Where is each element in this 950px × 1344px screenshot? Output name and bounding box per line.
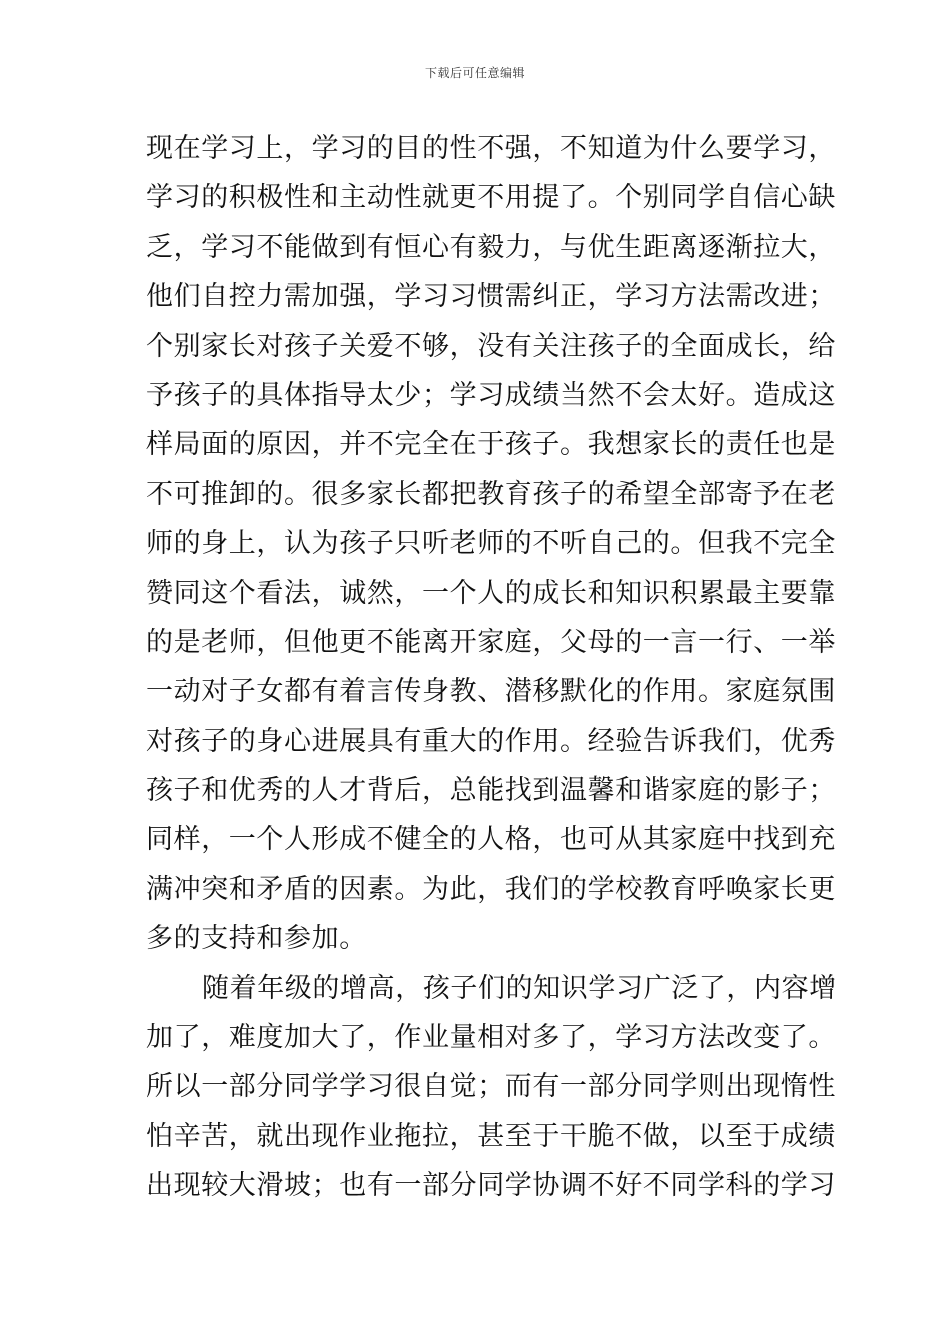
text-line: 乏，学习不能做到有恒心有毅力，与优生距离逐渐拉大，: [146, 231, 836, 263]
text-line: 所以一部分同学学习很自觉；而有一部分同学则出现惰性: [146, 1071, 836, 1103]
paragraph-first-line: 随着年级的增高，孩子们的知识学习广泛了，内容增: [202, 972, 837, 1004]
text-line: 学习的积极性和主动性就更不用提了。个别同学自信心缺: [146, 182, 836, 214]
text-line: 的是老师，但他更不能离开家庭，父母的一言一行、一举: [146, 626, 836, 658]
text-line: 样局面的原因，并不完全在于孩子。我想家长的责任也是: [146, 429, 836, 461]
text-line: 师的身上，认为孩子只听老师的不听自己的。但我不完全: [146, 528, 836, 560]
text-line: 赞同这个看法，诚然，一个人的成长和知识积累最主要靠: [146, 577, 836, 609]
text-line: 多的支持和参加。: [146, 923, 367, 955]
text-line: 满冲突和矛盾的因素。为此，我们的学校教育呼唤家长更: [146, 873, 836, 905]
text-line: 怕辛苦，就出现作业拖拉，甚至于干脆不做，以至于成绩: [146, 1120, 836, 1152]
text-line: 同样，一个人形成不健全的人格，也可从其家庭中找到充: [146, 824, 836, 856]
text-line: 现在学习上，学习的目的性不强，不知道为什么要学习，: [146, 133, 836, 164]
text-line: 不可推卸的。很多家长都把教育孩子的希望全部寄予在老: [146, 478, 836, 510]
document-body: [146, 124, 837, 1211]
text-line: 一动对子女都有着言传身教、潜移默化的作用。家庭氛围: [146, 676, 836, 708]
text-line: 对孩子的身心进展具有重大的作用。经验告诉我们，优秀: [146, 725, 836, 757]
text-line: 予孩子的具体指导太少；学习成绩当然不会太好。造成这: [146, 379, 836, 411]
page-header: 下载后可任意编辑: [424, 66, 525, 80]
text-line: 加了，难度加大了，作业量相对多了，学习方法改变了。: [146, 1022, 836, 1054]
text-line: 出现较大滑坡；也有一部分同学协调不好不同学科的学习: [146, 1170, 836, 1202]
text-line: 他们自控力需加强，学习习惯需纠正，学习方法需改进；: [146, 281, 836, 313]
text-line: 个别家长对孩子关爱不够，没有关注孩子的全面成长，给: [146, 330, 836, 362]
text-line: 孩子和优秀的人才背后，总能找到温馨和谐家庭的影子；: [146, 775, 836, 807]
